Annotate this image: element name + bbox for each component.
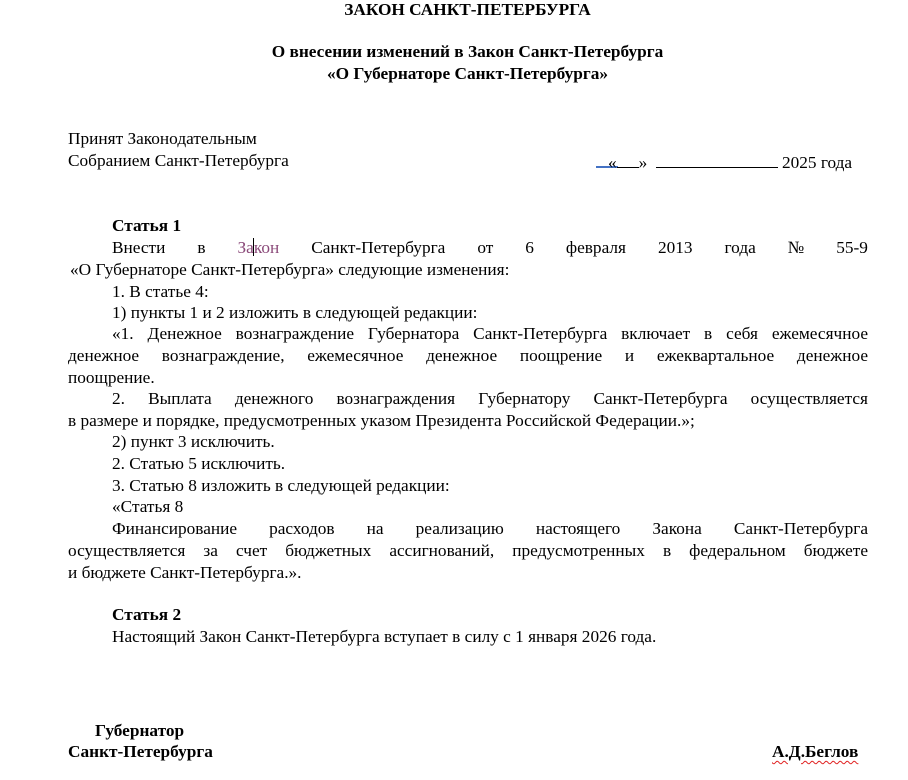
word: февраля — [565, 238, 626, 257]
law-subtitle-line1: О внесении изменений в Закон Санкт-Петербурга — [271, 42, 664, 61]
word: № — [787, 238, 805, 257]
article1-intro-line2: «О Губернаторе Санкт-Петербурга» следующие изменения: — [70, 260, 510, 279]
item-1: 1. В статье 4: — [112, 282, 209, 301]
adoption-line2: Собранием Санкт-Петербурга — [68, 151, 289, 170]
financing-line2: осуществляется за счет бюджетных ассигнований, предусмотренных в федеральном бюджете — [68, 541, 868, 560]
para1-line3: поощрение. — [68, 368, 155, 387]
subitem-2: 2) пункт 3 исключить. — [112, 432, 275, 451]
subitem-1: 1) пункты 1 и 2 изложить в следующей редакции: — [112, 303, 478, 322]
item-3: 3. Статью 8 изложить в следующей редакции: — [112, 476, 450, 495]
para1-line1: «1. Денежное вознаграждение Губернатора Санкт-Петербурга включает в себя ежемесячное — [112, 324, 868, 343]
word: от — [477, 238, 494, 257]
law-title: ЗАКОН САНКТ-ПЕТЕРБУРГА — [344, 0, 591, 19]
para1-line2: денежное вознаграждение, ежемесячное денежное поощрение и ежеквартальное денежное — [68, 346, 868, 365]
para2-line1: 2. Выплата денежного вознаграждения Губернатору Санкт-Петербурга осуществляется — [112, 389, 868, 408]
word: года — [724, 238, 756, 257]
article1-intro-line1 — [112, 238, 868, 258]
date-year: 2025 года — [781, 153, 853, 172]
word: 55-9 — [836, 238, 868, 257]
signature-name: А.Д.Беглов — [772, 742, 859, 761]
article2-heading: Статья 2 — [112, 605, 182, 624]
signature-position-line2: Санкт-Петербурга — [68, 742, 213, 761]
word: Санкт-Петербурга — [311, 238, 446, 257]
quoted-article8-heading: «Статья 8 — [112, 497, 184, 516]
article1-heading: Статья 1 — [112, 216, 182, 235]
word: Внести — [112, 238, 166, 257]
adoption-line1: Принят Законодательным — [68, 129, 257, 148]
law-subtitle-line2: «О Губернаторе Санкт-Петербурга» — [326, 64, 609, 83]
law-link[interactable]: Закон — [237, 238, 280, 257]
financing-line3: и бюджете Санкт-Петербурга.». — [68, 563, 302, 582]
word: 2013 — [657, 238, 693, 257]
article2-text: Настоящий Закон Санкт-Петербурга вступает в силу с 1 января 2026 года. — [112, 627, 657, 646]
word: в — [197, 238, 206, 257]
day-close-quote: » — [638, 153, 648, 172]
para2-line2: в размере и порядке, предусмотренных указом Президента Российской Федерации.»; — [68, 411, 695, 430]
item-2: 2. Статью 5 исключить. — [112, 454, 286, 473]
day-open-quote: « — [608, 153, 617, 172]
word: 6 — [525, 238, 534, 257]
adoption-date — [596, 151, 852, 173]
day-blank[interactable] — [617, 152, 639, 168]
financing-line1: Финансирование расходов на реализацию настоящего Закона Санкт-Петербурга — [112, 519, 868, 538]
signature-position-line1: Губернатор — [95, 721, 185, 740]
month-blank[interactable] — [656, 152, 778, 168]
